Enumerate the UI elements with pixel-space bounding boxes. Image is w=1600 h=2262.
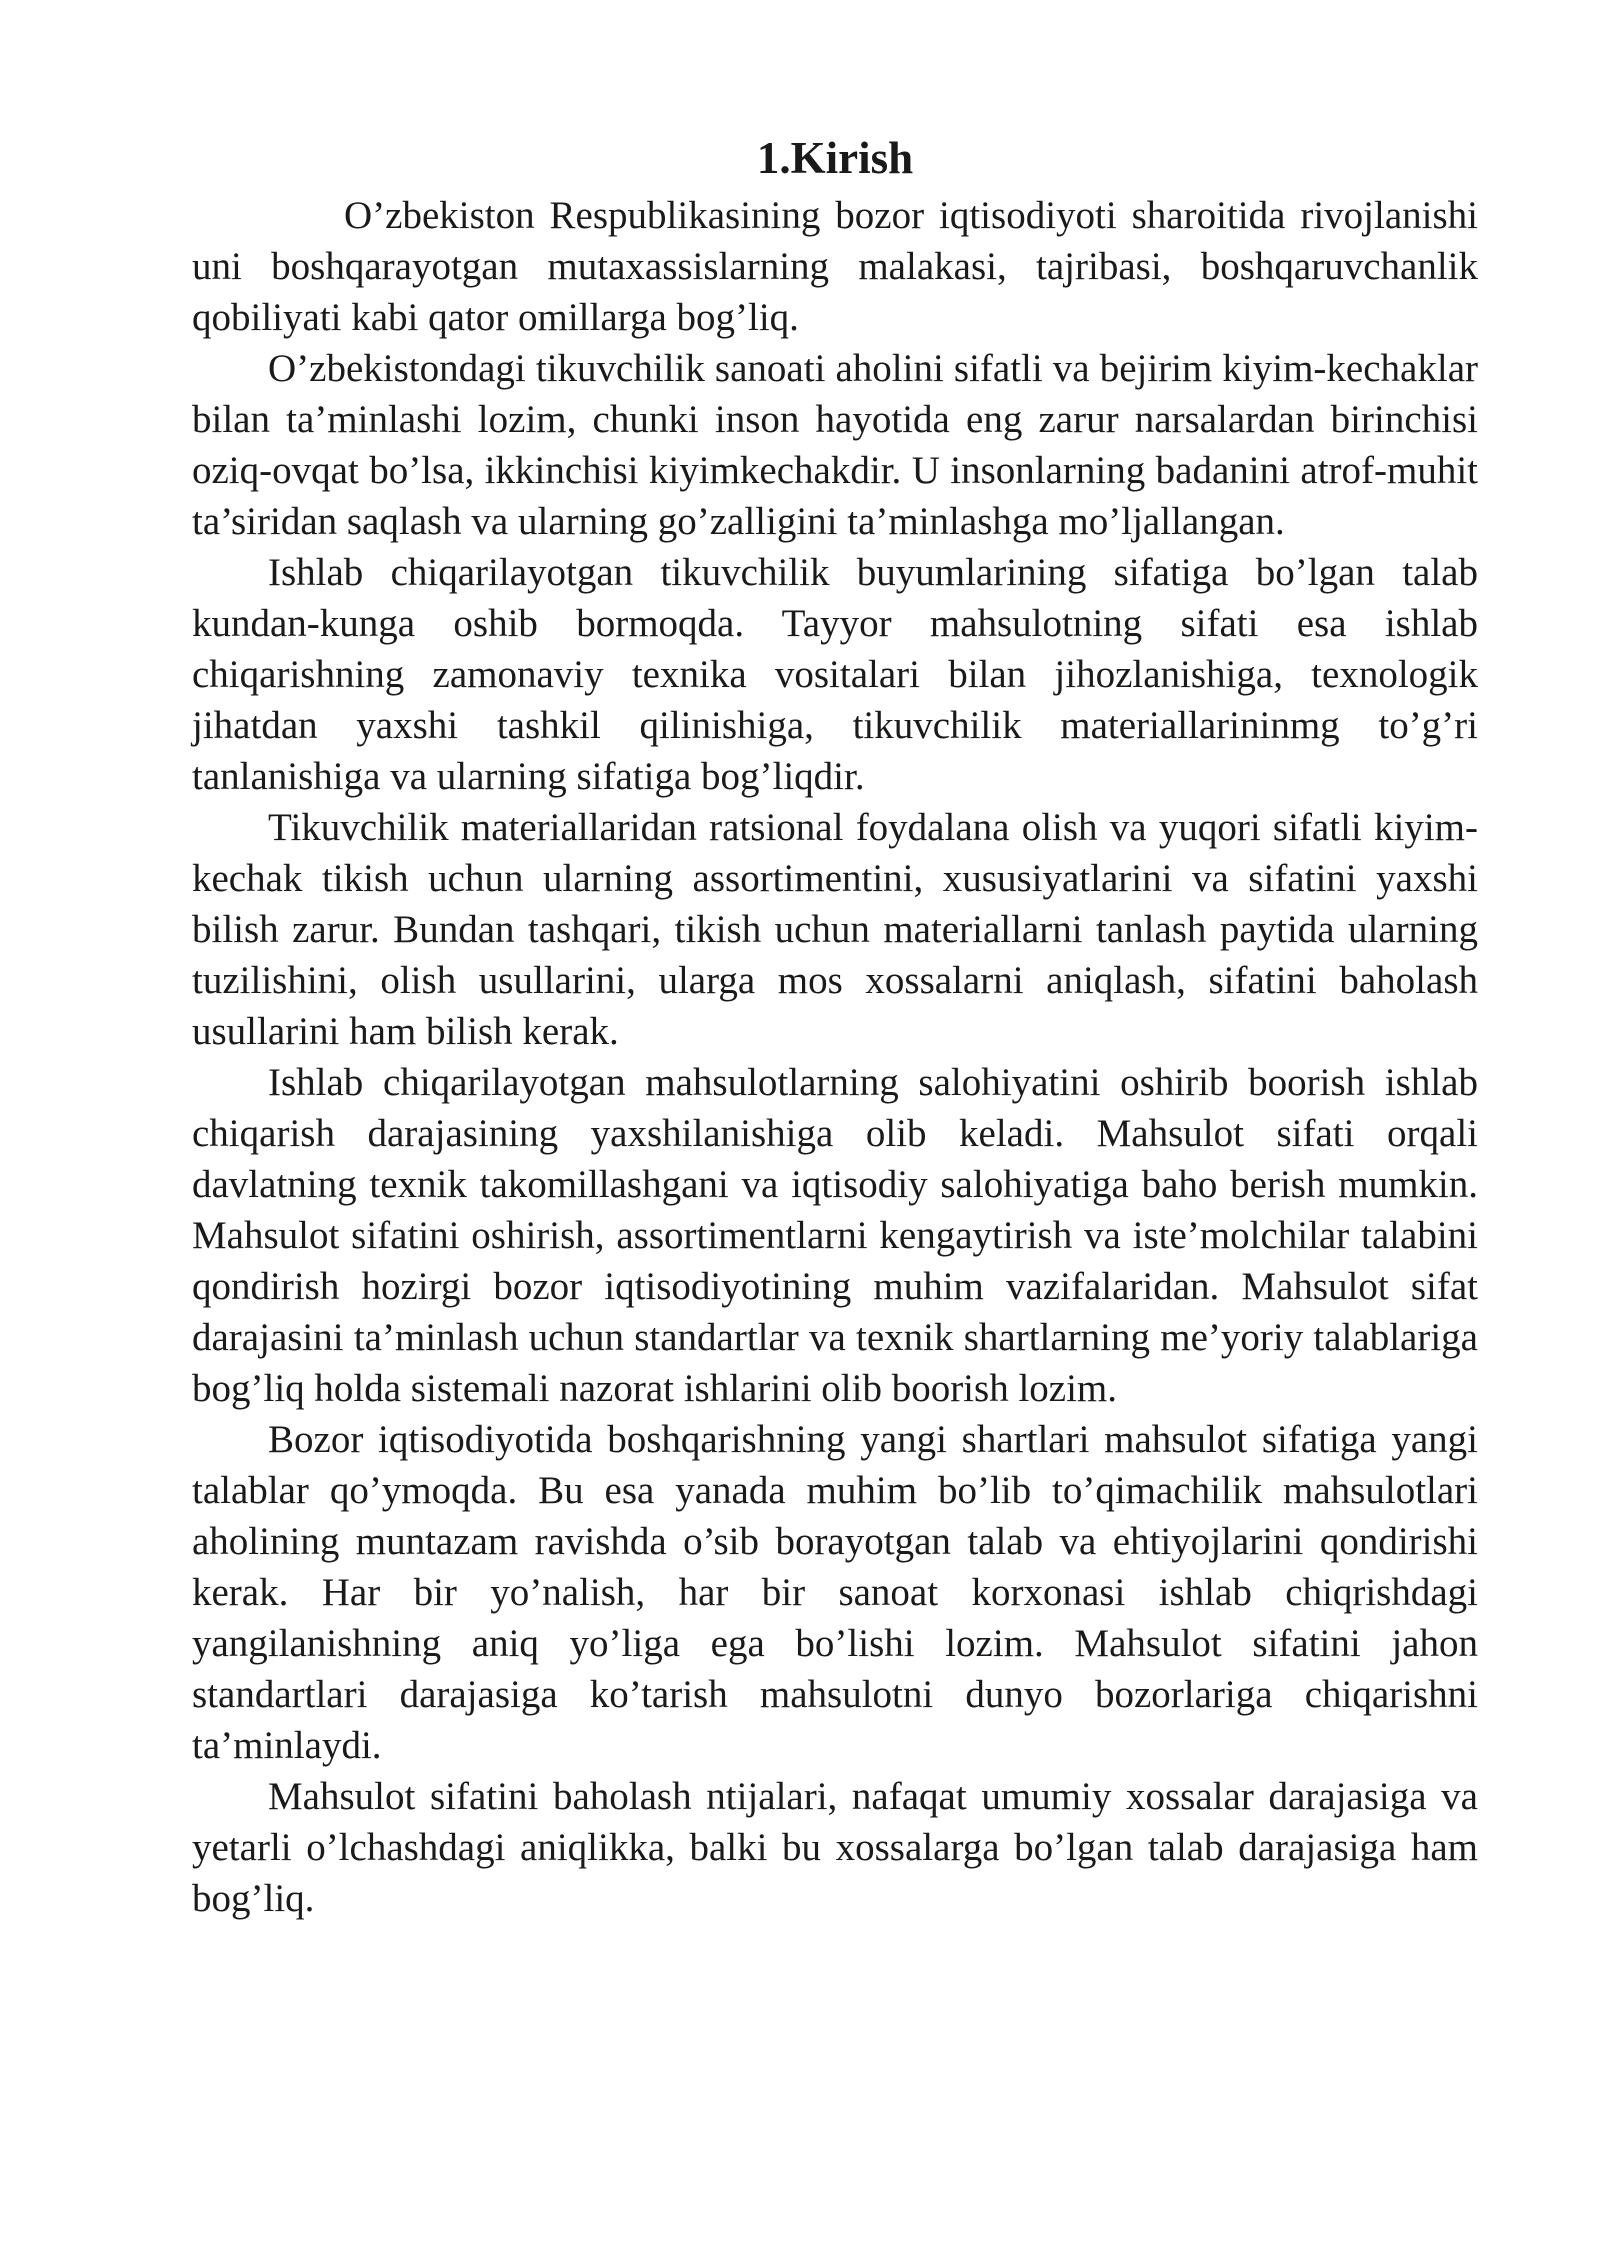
page-title: 1.Kirish	[756, 133, 914, 183]
paragraph-6: Bozor iqtisodiyotida boshqarishning yangi shartlari mahsulot sifatiga yangi talablar qo’ymoqda. Bu esa yanada muhim bo’lib to’qimachilik mahsulotlari aholining muntazam ravishda o’sib borayotgan talab va ehtiyojlarini qondirishi kerak. Har bir yo’nalish, har bir sanoat korxonasi ishlab chiqrishdagi yangilanishning aniq yo’liga ega bo’lishi lozim. Mahsulot sifatini jahon standartlari darajasiga ko’tarish mahsulotni dunyo bozorlariga chiqarishni ta’minlaydi.	[192, 1418, 1478, 1767]
document-page	[192, 128, 1478, 1924]
paragraph-7: Mahsulot sifatini baholash ntijalari, nafaqat umumiy xossalar darajasiga va yetarli o’lchashdagi aniqlikka, balki bu xossalarga bo’lgan talab darajasiga ham bog’liq.	[192, 1775, 1478, 1920]
paragraph-1: O’zbekiston Respublikasining bozor iqtisodiyoti sharoitida rivojlanishi uni boshqarayotgan mutaxassislarning malakasi, tajribasi, boshqaruvchanlik qobiliyati kabi qator omillarga bog’liq.	[192, 194, 1478, 339]
paragraph-2: O’zbekistondagi tikuvchilik sanoati aholini sifatli va bejirim kiyim-kechaklar bilan ta’minlashi lozim, chunki inson hayotida eng zarur narsalardan birinchisi oziq-ovqat bo’lsa, ikkinchisi kiyimkechakdir. U insonlarning badanini atrof-muhit ta’siridan saqlash va ularning go’zalligini ta’minlashga mo’ljallangan.	[192, 347, 1478, 543]
paragraph-3: Ishlab chiqarilayotgan tikuvchilik buyumlarining sifatiga bo’lgan talab kundan-kunga oshib bormoqda. Tayyor mahsulotning sifati esa ishlab chiqarishning zamonaviy texnika vositalari bilan jihozlanishiga, texnologik jihatdan yaxshi tashkil qilinishiga, tikuvchilik materiallarininmg to’g’ri tanlanishiga va ularning sifatiga bog’liqdir.	[192, 551, 1478, 798]
paragraph-5: Ishlab chiqarilayotgan mahsulotlarning salohiyatini oshirib boorish ishlab chiqarish darajasining yaxshilanishiga olib keladi. Mahsulot sifati orqali davlatning texnik takomillashgani va iqtisodiy salohiyatiga baho berish mumkin. Mahsulot sifatini oshirish, assortimentlarni kengaytirish va iste’molchilar talabini qondirish hozirgi bozor iqtisodiyotining muhim vazifalaridan. Mahsulot sifat darajasini ta’minlash uchun standartlar va texnik shartlarning me’yoriy talablariga bog’liq holda sistemali nazorat ishlarini olib boorish lozim.	[192, 1061, 1478, 1410]
paragraph-4: Tikuvchilik materiallaridan ratsional foydalana olish va yuqori sifatli kiyim-kechak tikish uchun ularning assortimentini, xususiyatlarini va sifatini yaxshi bilish zarur. Bundan tashqari, tikish uchun materiallarni tanlash paytida ularning tuzilishini, olish usullarini, ularga mos xossalarni aniqlash, sifatini baholash usullarini ham bilish kerak.	[192, 806, 1478, 1053]
